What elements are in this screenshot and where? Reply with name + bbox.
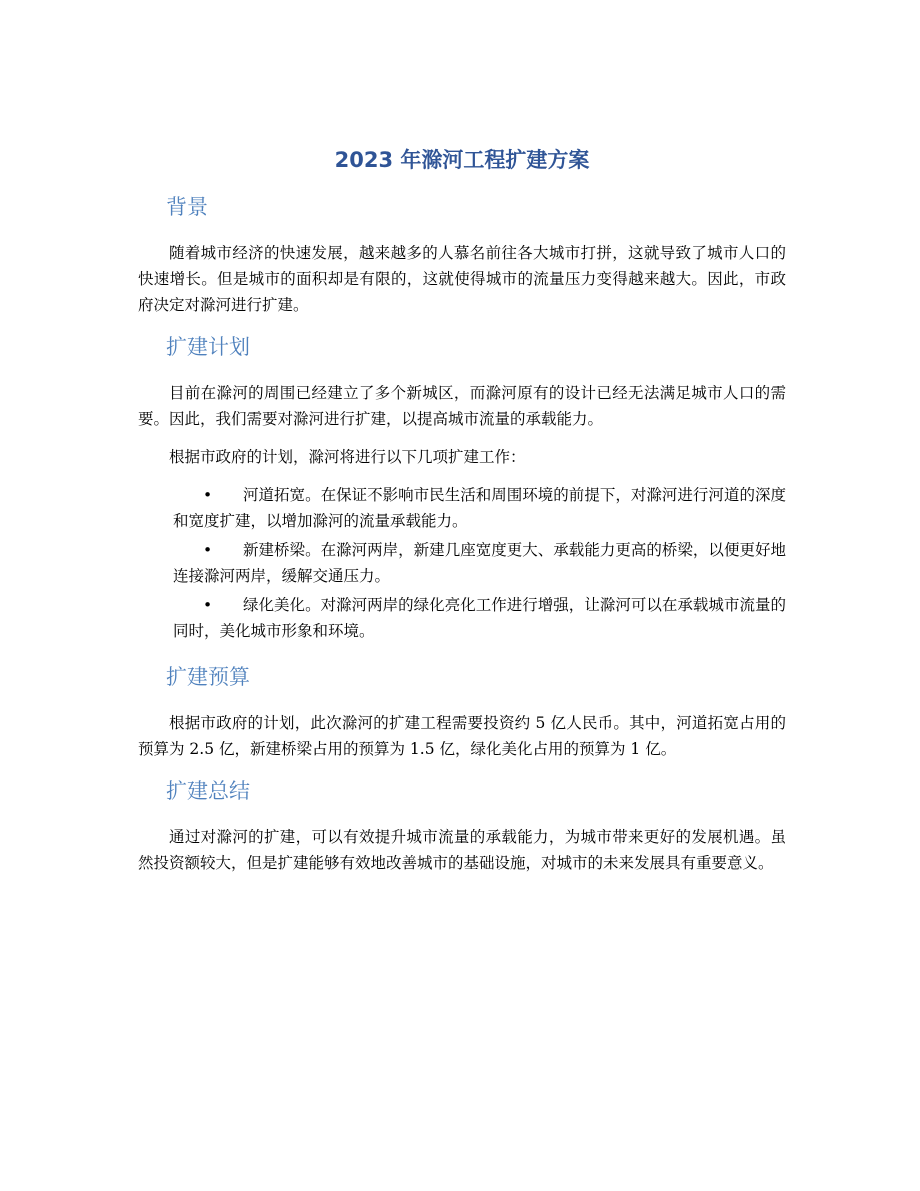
bullet-icon: • xyxy=(203,541,213,559)
section-heading-plan: 扩建计划 xyxy=(166,335,250,359)
paragraph: 通过对滁河的扩建，可以有效提升城市流量的承载能力，为城市带来更好的发展机遇。虽然投资额较大，但是扩建能够有效地改善城市的基础设施，对城市的未来发展具有重要意义。 xyxy=(138,828,786,872)
document-body xyxy=(138,142,786,888)
section-heading-background: 背景 xyxy=(166,195,208,219)
paragraph: 目前在滁河的周围已经建立了多个新城区，而滁河原有的设计已经无法满足城市人口的需要。因此，我们需要对滁河进行扩建，以提高城市流量的承载能力。 xyxy=(138,384,786,428)
list-item xyxy=(138,592,786,644)
document-title: 2023 年滁河工程扩建方案 xyxy=(334,148,590,172)
paragraph: 随着城市经济的快速发展，越来越多的人慕名前往各大城市打拼，这就导致了城市人口的快速增长。但是城市的面积却是有限的，这就使得城市的流量压力变得越来越大。因此，市政府决定对滁河进行扩建。 xyxy=(138,244,786,314)
bullet-icon: • xyxy=(203,596,213,614)
section-heading-budget: 扩建预算 xyxy=(166,665,250,689)
bullet-list xyxy=(138,482,786,644)
list-item-text: 新建桥梁。在滁河两岸，新建几座宽度更大、承载能力更高的桥梁，以便更好地连接滁河两岸，缓解交通压力。 xyxy=(173,541,786,585)
bullet-icon: • xyxy=(203,486,213,504)
list-item xyxy=(138,537,786,589)
paragraph: 根据市政府的计划，此次滁河的扩建工程需要投资约 5 亿人民币。其中，河道拓宽占用的预算为 2.5 亿，新建桥梁占用的预算为 1.5 亿，绿化美化占用的预算为 1 亿。 xyxy=(138,714,786,758)
paragraph: 根据市政府的计划，滁河将进行以下几项扩建工作： xyxy=(169,448,526,466)
list-item-text: 河道拓宽。在保证不影响市民生活和周围环境的前提下，对滁河进行河道的深度和宽度扩建，以增加滁河的流量承载能力。 xyxy=(173,486,786,530)
list-item xyxy=(138,482,786,534)
list-item-text: 绿化美化。对滁河两岸的绿化亮化工作进行增强，让滁河可以在承载城市流量的同时，美化城市形象和环境。 xyxy=(173,596,786,640)
section-heading-summary: 扩建总结 xyxy=(166,779,250,803)
